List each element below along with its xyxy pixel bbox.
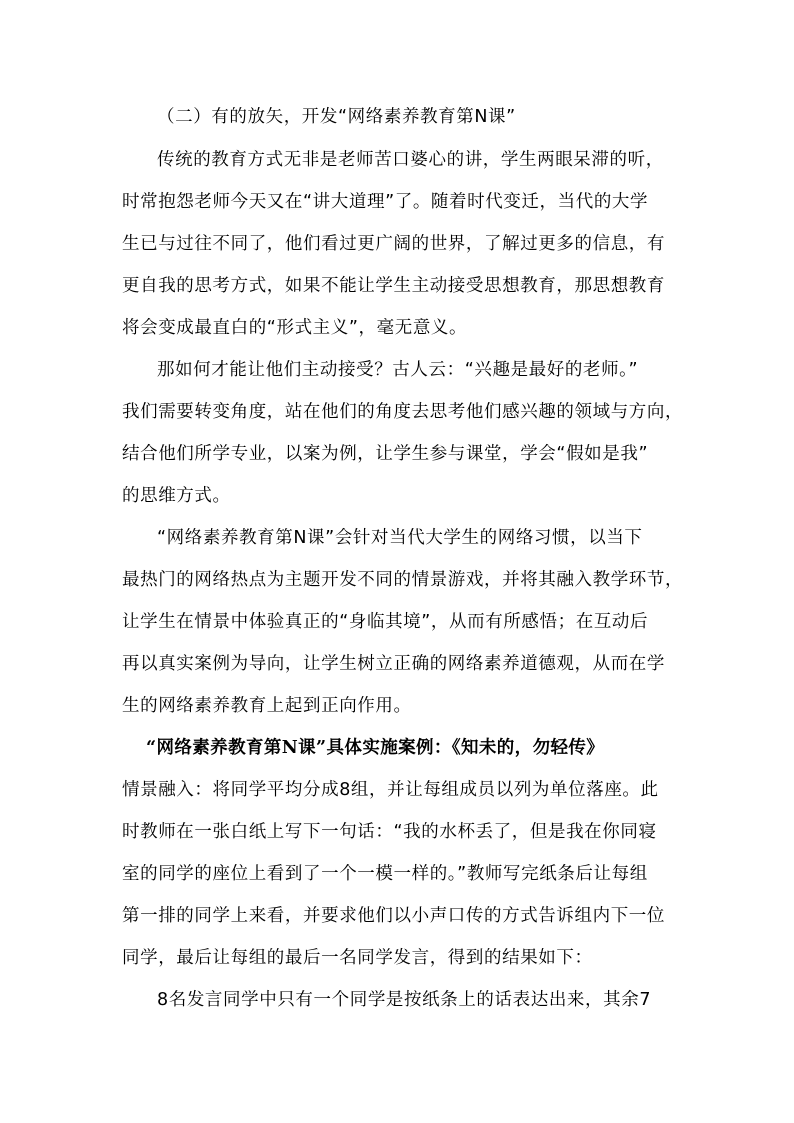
paragraph-1-line-5: 将会变成最直白的“形式主义”，毫无意义。 (122, 318, 468, 338)
paragraph-2-line-4: 的思维方式。 (122, 486, 231, 506)
case-paragraph-line-1: 情景融入：将同学平均分成8组，并让每组成员以列为单位落座。此 (122, 780, 659, 800)
case-paragraph-line-3: 室的同学的座位上看到了一个一模一样的。”教师写完纸条后让每组 (122, 864, 648, 884)
paragraph-1-line-3: 生已与过往不同了，他们看过更广阔的世界，了解过更多的信息，有 (122, 234, 665, 254)
case-title: “网络素养教育第N课”具体实施案例：《知未的，勿轻传》 (146, 738, 605, 758)
paragraph-2-line-1: 那如何才能让他们主动接受？古人云：“兴趣是最好的老师。” (157, 360, 639, 380)
paragraph-3-line-5: 生的网络素养教育上起到正向作用。 (122, 696, 412, 716)
paragraph-2-line-2: 我们需要转变角度，站在他们的角度去思考他们感兴趣的领域与方向， (122, 402, 684, 422)
case-paragraph-line-2: 时教师在一张白纸上写下一句话：“我的水杯丢了，但是我在你同寝 (122, 822, 657, 842)
case-paragraph-line-4: 第一排的同学上来看，并要求他们以小声口传的方式告诉组内下一位 (122, 906, 665, 926)
case-paragraph-line-5: 同学，最后让每组的最后一名同学发言，得到的结果如下： (122, 948, 593, 968)
paragraph-1-line-2: 时常抱怨老师今天又在“讲大道理”了。随着时代变迁，当代的大学 (122, 192, 649, 212)
last-paragraph-line-1: 8名发言同学中只有一个同学是按纸条上的话表达出来，其余7 (157, 990, 652, 1010)
paragraph-1-line-1: 传统的教育方式无非是老师苦口婆心的讲，学生两眼呆滞的听， (157, 150, 664, 170)
paragraph-3-line-2: 最热门的网络热点为主题开发不同的情景游戏，并将其融入教学环节， (122, 570, 684, 590)
paragraph-1-line-4: 更自我的思考方式，如果不能让学生主动接受思想教育，那思想教育 (122, 276, 665, 296)
section-heading: （二）有的放矢，开发“网络素养教育第N课” (157, 107, 516, 127)
paragraph-3-line-4: 再以真实案例为导向，让学生树立正确的网络素养道德观，从而在学 (122, 654, 665, 674)
paragraph-3-line-3: 让学生在情景中体验真正的“身临其境”，从而有所感悟；在互动后 (122, 612, 649, 632)
paragraph-3-line-1: “网络素养教育第N课”会针对当代大学生的网络习惯，以当下 (157, 528, 643, 548)
paragraph-2-line-3: 结合他们所学专业，以案为例，让学生参与课堂，学会“假如是我” (122, 444, 649, 464)
